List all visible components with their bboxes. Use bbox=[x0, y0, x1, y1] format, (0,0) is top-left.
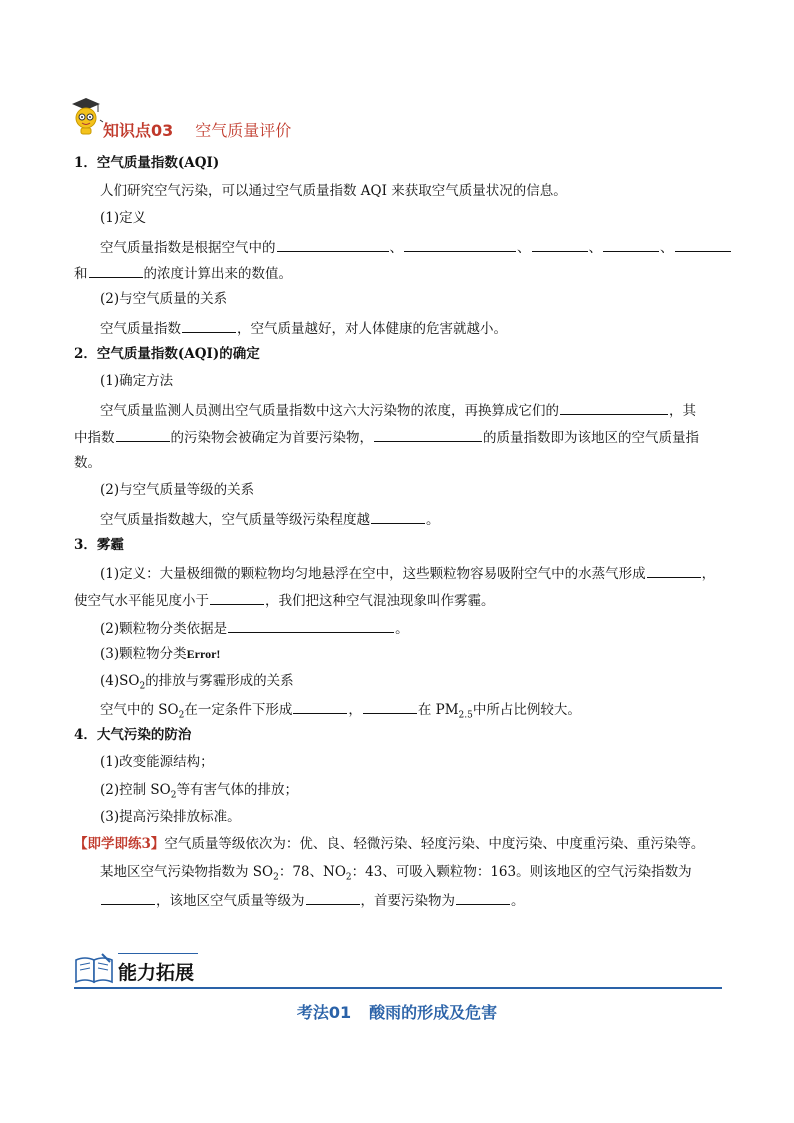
text: 和 bbox=[74, 266, 88, 282]
section-title: 能力拓展 bbox=[118, 962, 195, 984]
subscript: 2 bbox=[170, 790, 177, 801]
s3-def-line-2 bbox=[74, 590, 495, 610]
text: 。 bbox=[426, 512, 440, 528]
text: ，其 bbox=[669, 403, 696, 419]
answer-blank[interactable] bbox=[647, 563, 701, 578]
text: ， bbox=[348, 702, 362, 718]
text: ：43、可吸入颗粒物：163。则该地区的空气污染指数为 bbox=[351, 864, 692, 880]
text: ，首要污染物为 bbox=[360, 893, 455, 909]
text: 空气中的 SO bbox=[100, 702, 179, 718]
answer-blank[interactable] bbox=[277, 237, 389, 252]
text: 的污染物会被确定为首要污染物， bbox=[170, 430, 373, 446]
text: ，空气质量越好，对人体健康的危害就越小。 bbox=[237, 321, 507, 337]
s1-def-label: (1)定义 bbox=[100, 210, 147, 226]
answer-blank[interactable] bbox=[116, 427, 170, 442]
error-text: Error! bbox=[186, 647, 221, 661]
s3-so2-line bbox=[100, 699, 581, 725]
text: (2)控制 SO bbox=[100, 782, 171, 798]
section-4-title: 4．大气污染的防治 bbox=[74, 727, 192, 743]
answer-blank[interactable] bbox=[89, 263, 143, 278]
s1-def-line-2 bbox=[74, 263, 292, 283]
s4-item-1: (1)改变能源结构； bbox=[100, 754, 214, 770]
answer-blank[interactable] bbox=[603, 237, 659, 252]
divider bbox=[118, 953, 198, 954]
s1-rel-line bbox=[100, 318, 507, 338]
s1-def-line: 空气质量指数是根据空气中的 、 、 、 、 bbox=[100, 237, 732, 257]
answer-blank[interactable] bbox=[404, 237, 516, 252]
text: 。 bbox=[511, 893, 525, 909]
subscript: 2 bbox=[345, 872, 352, 883]
divider bbox=[74, 987, 722, 989]
text: ，我们把这种空气混浊现象叫作雾霾。 bbox=[265, 593, 495, 609]
knowledge-point-title bbox=[103, 118, 291, 141]
s2-method-line-1 bbox=[100, 400, 696, 420]
text: 在 PM bbox=[417, 702, 459, 718]
text: (2)颗粒物分类依据是 bbox=[100, 621, 228, 637]
text: 的浓度计算出来的数值。 bbox=[143, 266, 292, 282]
practice-tag: 【即学即练3】 bbox=[74, 836, 165, 852]
s2-grade-line bbox=[100, 509, 440, 529]
s2-method-line-2 bbox=[74, 427, 699, 447]
section-1-title: 1．空气质量指数(AQI) bbox=[74, 155, 220, 171]
subscript: 2 bbox=[178, 710, 185, 721]
answer-blank[interactable] bbox=[675, 237, 731, 252]
open-book-icon bbox=[74, 952, 114, 986]
text: 空气质量指数 bbox=[100, 321, 181, 337]
s3-class-basis bbox=[100, 618, 409, 638]
text: (3)颗粒物分类 bbox=[100, 646, 187, 662]
text: 。 bbox=[395, 621, 409, 637]
kaofa-title bbox=[0, 1000, 794, 1023]
subscript: 2.5 bbox=[458, 710, 473, 721]
answer-blank[interactable] bbox=[371, 509, 425, 524]
answer-blank[interactable] bbox=[101, 890, 155, 905]
answer-blank[interactable] bbox=[363, 699, 417, 714]
practice-line-2 bbox=[100, 863, 692, 887]
text: 空气质量监测人员测出空气质量指数中这六大污染物的浓度，再换算成它们的 bbox=[100, 403, 559, 419]
text: 使空气水平能见度小于 bbox=[74, 593, 209, 609]
section-3-title: 3．雾霾 bbox=[74, 537, 124, 553]
text: ：78、NO bbox=[278, 864, 346, 880]
text: 的质量指数即为该地区的空气质量指 bbox=[483, 430, 699, 446]
text: 中指数 bbox=[74, 430, 115, 446]
s4-item-2 bbox=[100, 781, 298, 805]
kp-topic: 空气质量评价 bbox=[195, 121, 292, 140]
text: 中所占比例较大。 bbox=[472, 702, 581, 718]
kp-label: 知识点03 bbox=[103, 121, 174, 140]
text: 等有害气体的排放； bbox=[176, 782, 298, 798]
s4-item-3: (3)提高污染排放标准。 bbox=[100, 809, 241, 825]
text: 空气质量指数越大，空气质量等级污染程度越 bbox=[100, 512, 370, 528]
s2-method-line-3: 数。 bbox=[74, 455, 101, 471]
s3-def-line-1 bbox=[100, 563, 715, 583]
s2-grade-label: (2)与空气质量等级的关系 bbox=[100, 482, 255, 498]
subscript: 2 bbox=[139, 681, 146, 692]
answer-blank[interactable] bbox=[532, 237, 588, 252]
answer-blank[interactable] bbox=[210, 590, 264, 605]
s3-so2-label bbox=[100, 672, 294, 696]
text: 空气质量指数是根据空气中的 bbox=[100, 240, 276, 256]
text: (4)SO bbox=[100, 673, 140, 689]
answer-blank[interactable] bbox=[182, 318, 236, 333]
text: 的排放与雾霾形成的关系 bbox=[145, 673, 294, 689]
s2-method-label: (1)确定方法 bbox=[100, 373, 174, 389]
text: (1)定义：大量极细微的颗粒物均匀地悬浮在空中，这些颗粒物容易吸附空气中的水蒸气形成 bbox=[100, 566, 646, 582]
practice-line-1 bbox=[74, 835, 704, 853]
text: 在一定条件下形成 bbox=[184, 702, 293, 718]
answer-blank[interactable] bbox=[306, 890, 360, 905]
answer-blank[interactable] bbox=[456, 890, 510, 905]
scholar-mascot-icon bbox=[68, 96, 104, 138]
text: ， bbox=[701, 566, 716, 582]
answer-blank[interactable] bbox=[293, 699, 347, 714]
kaofa-label: 考法01 bbox=[296, 1003, 352, 1022]
answer-blank[interactable] bbox=[374, 427, 482, 442]
answer-blank[interactable] bbox=[228, 618, 394, 633]
s1-intro: 人们研究空气污染，可以通过空气质量指数 AQI 来获取空气质量状况的信息。 bbox=[100, 183, 567, 199]
text: 空气质量等级依次为：优、良、轻微污染、轻度污染、中度污染、中度重污染、重污染等。 bbox=[164, 836, 705, 852]
section-2-title: 2．空气质量指数(AQI)的确定 bbox=[74, 346, 260, 362]
text: 某地区空气污染物指数为 SO bbox=[100, 864, 274, 880]
text: ，该地区空气质量等级为 bbox=[156, 893, 305, 909]
subscript: 2 bbox=[273, 872, 279, 883]
practice-line-3 bbox=[100, 890, 525, 910]
kaofa-topic: 酸雨的形成及危害 bbox=[369, 1003, 498, 1022]
s1-rel-label: (2)与空气质量的关系 bbox=[100, 291, 228, 307]
s3-class-line bbox=[100, 645, 220, 663]
answer-blank[interactable] bbox=[560, 400, 668, 415]
